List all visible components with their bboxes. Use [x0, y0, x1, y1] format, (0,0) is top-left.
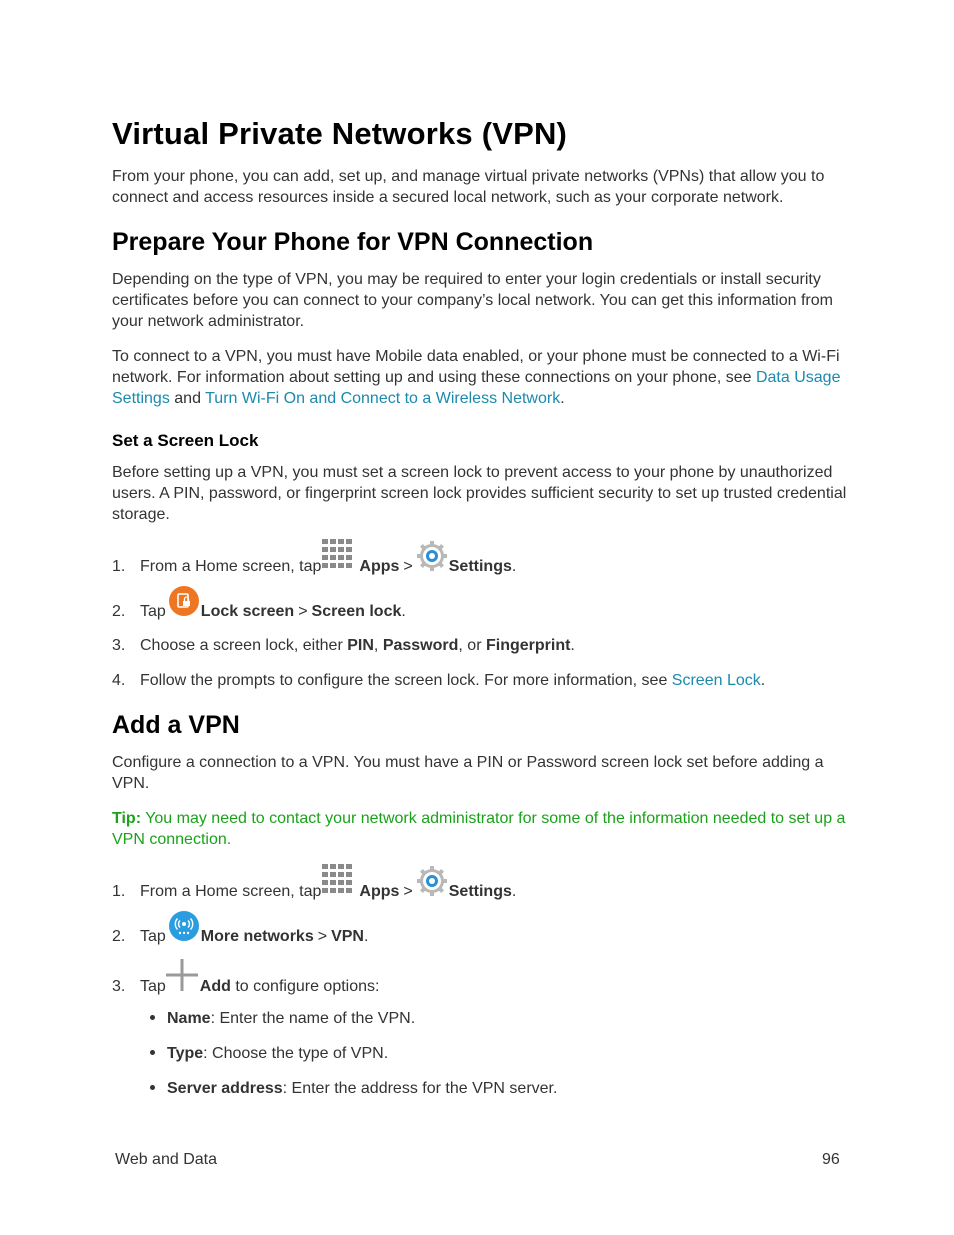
link-screen-lock[interactable]: Screen Lock — [671, 672, 761, 689]
add-vpn-step-2: 2. Tap More networks > VPN . — [112, 911, 368, 947]
add-vpn-step-1: 1. From a Home screen, tap Apps > Settings . — [112, 863, 516, 902]
screen-lock-step-4: 4. Follow the prompts to configure the screen lock. For more information, see Screen Lock . — [112, 672, 766, 689]
add-vpn-heading: Add a VPN — [112, 711, 240, 739]
list-item: Type: Choose the type of VPN. — [150, 1043, 388, 1064]
screen-lock-heading: Set a Screen Lock — [112, 431, 259, 450]
screen-lock-step-1: 1. From a Home screen, tap Apps > Settings . — [112, 538, 516, 577]
tip-paragraph: Tip: You may need to contact your network administrator for some of the information needed to set up a VPN connection. — [112, 810, 846, 848]
more-networks-icon — [169, 911, 199, 947]
prepare-heading: Prepare Your Phone for VPN Connection — [112, 228, 594, 256]
bullet-dot — [150, 1015, 155, 1020]
list-item: Name: Enter the name of the VPN. — [150, 1008, 415, 1029]
prepare-paragraph-2: To connect to a VPN, you must have Mobile data enabled, or your phone must be connected to a Wi-Fi network. For information about setting up and using these connections on your phone, see Data Usage Settings and Turn Wi-Fi On and Connect to a Wireless Network. — [112, 348, 841, 407]
screen-lock-step-2: 2. Tap Lock screen > Screen lock . — [112, 586, 406, 622]
list-item: Server address: Enter the address for the VPN server. — [150, 1078, 557, 1099]
bullet-dot — [150, 1085, 155, 1090]
intro-paragraph: From your phone, you can add, set up, and manage virtual private networks (VPNs) that allow you to connect and access resources inside a secured local network, such as your corporate network. — [112, 168, 825, 206]
lock-screen-icon — [169, 586, 199, 622]
settings-gear-icon — [417, 866, 447, 902]
plus-icon — [166, 959, 198, 997]
apps-grid-icon — [321, 538, 357, 577]
footer-page-number: 96 — [822, 1151, 840, 1168]
screen-lock-paragraph: Before setting up a VPN, you must set a screen lock to prevent access to your phone by unauthorized users. A PIN, password, or fingerprint screen lock provides sufficient security to set up trusted credential storage. — [112, 464, 847, 523]
screen-lock-step-3: 3. Choose a screen lock, either PIN , Password , or Fingerprint . — [112, 637, 575, 654]
apps-grid-icon — [321, 863, 357, 902]
footer-section: Web and Data — [115, 1151, 217, 1168]
add-vpn-step-3: 3. Tap Add to configure options: — [112, 959, 379, 997]
add-vpn-paragraph: Configure a connection to a VPN. You must have a PIN or Password screen lock set before adding a VPN. — [112, 754, 824, 792]
link-turn-wifi-on[interactable]: Turn Wi-Fi On and Connect to a Wireless Network — [205, 390, 561, 407]
link-data-usage-settings[interactable]: Data Usage Settings — [112, 369, 841, 407]
settings-gear-icon — [417, 541, 447, 577]
bullet-dot — [150, 1050, 155, 1055]
page-title: Virtual Private Networks (VPN) — [112, 116, 568, 151]
prepare-paragraph-1: Depending on the type of VPN, you may be required to enter your login credentials or install security certificates before you can connect to your company’s local network. You can get this information from your network administrator. — [112, 271, 833, 330]
